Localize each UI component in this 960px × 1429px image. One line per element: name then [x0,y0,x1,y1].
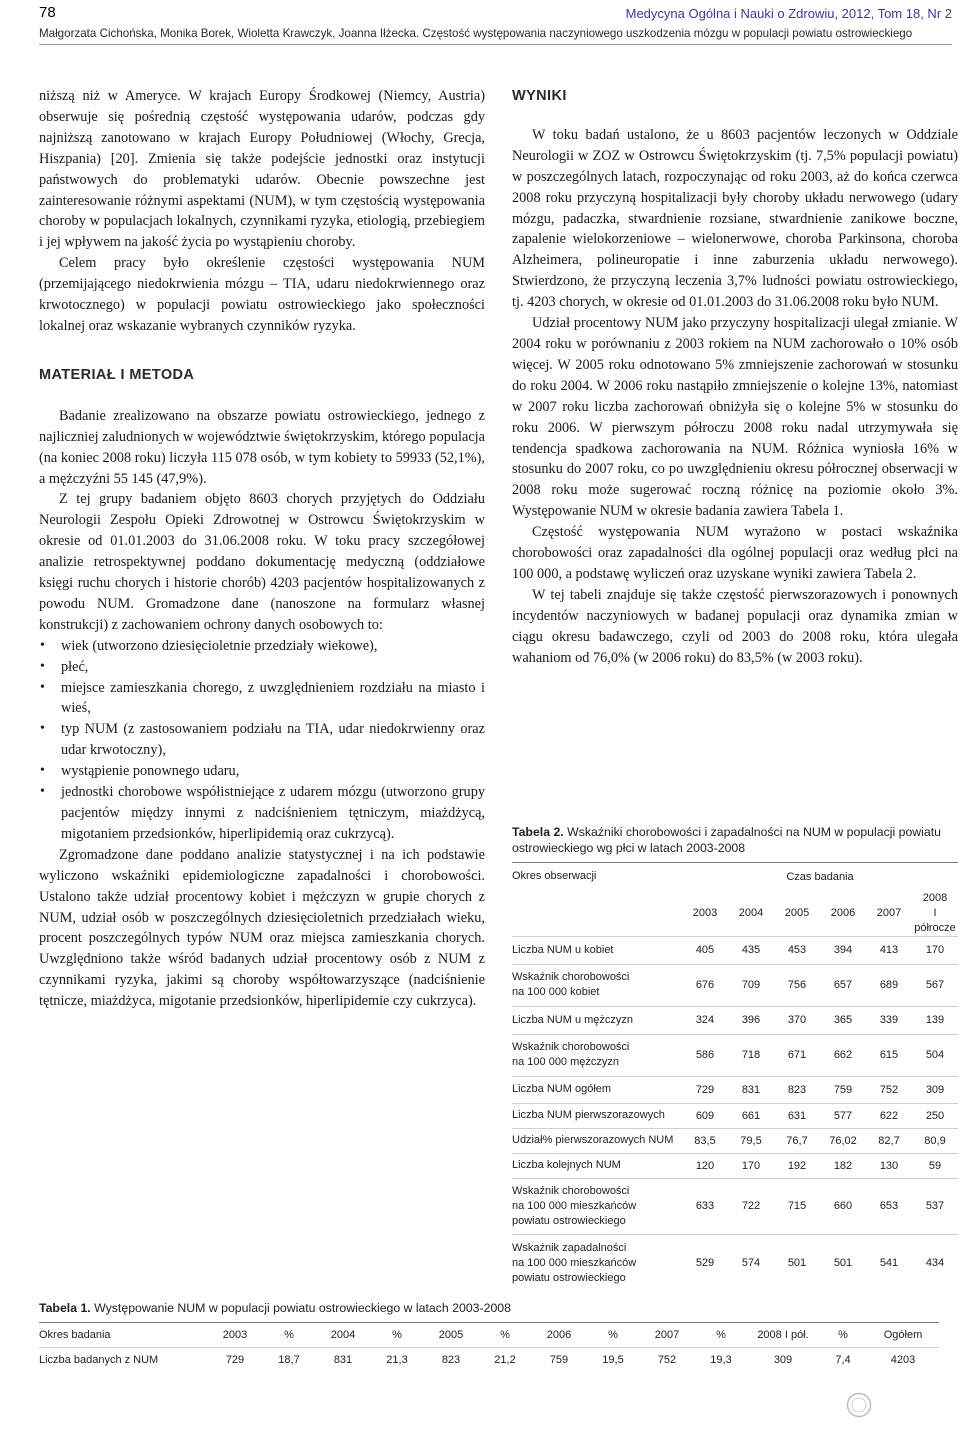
table2-year-header-2008 [912,891,958,937]
cell: 7,4 [819,1348,867,1373]
row-label-line: powiatu ostrowieckiego [512,1214,626,1227]
row-label [512,1178,682,1234]
cell: 689 [866,964,912,1006]
collected-data-list [39,636,485,845]
cell: 541 [879,1257,899,1270]
list-item: • wystąpienie ponownego udaru, [61,761,485,782]
header-rule [39,44,952,45]
table2-year-header: 2003 [682,891,728,937]
cell: 170 [728,1153,774,1178]
row-label-line: na 100 000 kobiet [512,986,600,998]
row-label: Udział% pierwszorazowych NUM [512,1128,682,1153]
intro-paragraph-1: niższą niż w Ameryce. W krajach Europy Środkowej (Niemcy, Austria) obserwuje się pośrednią częstość występowania udarów, podczas gdy najniższą zanotowano w krajach Europy Południowej (Włochy, Grecja, Hiszpania) [20]. Zmienia się także podejście jednostki oraz instytucji państwowych do problematyki udarów. Obecnie powszechne jest zainteresowanie różnymi aspektami (NUM), w tym częstością występowania choroby w populacjach lokalnych, czynnikami ryzyka, etiologią, przebiegiem i jej wpływem na jakość życia po wystąpieniu choroby. [39,88,485,251]
cell: 709 [728,964,774,1006]
table2-caption-text: Wskaźniki chorobowości i zapadalności na NUM w populacji powiatu ostrowieckiego wg płci w latach 2003-2008 [512,825,942,855]
cell: 435 [728,936,774,964]
cell: 192 [774,1153,820,1178]
year-2008: 2008 [922,891,948,904]
cell: 633 [682,1178,728,1234]
header-cell: 2004 [315,1323,371,1348]
table-row [512,1128,958,1153]
cell: 752 [639,1348,695,1373]
results-paragraph-4: W tej tabeli znajduje się także częstość pierwszorazowych i ponownych incydentów naczyniowych w badanej populacji oraz dynamika zmian w ciągu okresu badawczego, czyli od 2003 do 2008 roku, która ulegała wahaniom od 76,0% (w 2006 roku) do 83,5% (w 2003 roku). [512,586,958,666]
cell: 622 [866,1103,912,1128]
table2-header-group: Czas badania [682,863,958,891]
cell: 671 [774,1034,820,1076]
cell: 529 [695,1257,715,1270]
methods-paragraph-3: Zgromadzone dane poddano analizie statystycznej i na ich podstawie wyliczono wskaźniki epidemiologiczne zapadalności i chorobowości. Ustalono także udział procentowy kobiet i mężczyzn w grupie chorych z NUM, udział osób w poszczególnych dziesięcioletnich przedziałach wieku, procent poszczególnych typów NUM oraz miejsca zamieszkania chorych. Uwzględniono także wśród badanych udział procentowy osób z NUM z czynnikami ryzyka, jakimi są choroby współtowarzyszące (nadciśnienie tętnicze, miażdżyca, migotanie przedsionków, hiperlipidemie czy cukrzyca). [39,846,485,1010]
cell: 759 [820,1076,866,1103]
table2-header-blank [512,891,682,937]
cell: 309 [747,1348,819,1373]
cell: 339 [866,1006,912,1034]
table1-caption-text: Występowanie NUM w populacji powiatu ostrowieckiego w latach 2003-2008 [94,1301,511,1315]
header-cell: 2006 [531,1323,587,1348]
table2-label: Tabela 2. [512,825,564,839]
header-cell: 2007 [639,1323,695,1348]
cell: 756 [774,964,820,1006]
cc-license-icon [846,1392,872,1418]
year-2008-half: I półrocze [914,906,956,934]
header-cell: % [263,1323,315,1348]
table2 [512,862,958,1292]
header-cell: % [587,1323,639,1348]
header-cell: % [695,1323,747,1348]
results-paragraph-1: W toku badań ustalono, że u 8603 pacjentów leczonych w Oddziale Neurologii w ZOZ w Ostrowcu Świętokrzyskim (tj. 7,5% populacji powiatu) w poszczególnych latach, rozpoczynając od roku 2003, aż do końca czerwca 2008 roku przyczyną hospitalizacji były choroby układu nerwowego (udary mózgu, padaczka, stwardnienie rozsiane, stwardnienie zanikowe boczne, zapalenie wielokorzeniowe – wielonerwowe, choroba Parkinsona, choroba Alzheimera, polineuropatie i inne zaburzenia układu nerwowego). Stwierdzono, że przyczyną leczenia 3,7% ludności powiatu ostrowieckiego, tj. 4203 chorych, w okresie od 01.01.2003 do 31.06.2008 roku było NUM. [512,126,958,311]
header-cell: Ogółem [867,1323,939,1348]
cell: 21,3 [371,1348,423,1373]
header-cell: % [479,1323,531,1348]
table-row [512,1234,958,1292]
results-heading: WYNIKI [512,88,567,104]
cell: 653 [866,1178,912,1234]
cell: 83,5 [682,1128,728,1153]
cell: 130 [866,1153,912,1178]
cell: 722 [728,1178,774,1234]
intro-paragraph-2: Celem pracy było określenie częstości występowania NUM (przemijającego niedokrwienia mózgu – TIA, udaru niedokrwiennego oraz krwotocznego) w populacji powiatu ostrowieckiego jako społeczności lokalnej oraz wskazanie wybranych czynników ryzyka. [39,255,485,334]
cell: 729 [682,1076,728,1103]
row-label [512,1034,682,1076]
table-row [512,936,958,964]
cell: 250 [912,1103,958,1128]
row-label: Liczba kolejnych NUM [512,1153,682,1178]
cell: 823 [774,1076,820,1103]
page-number: 78 [39,4,56,21]
cell: 537 [912,1178,958,1234]
cell: 729 [207,1348,263,1373]
cell: 19,5 [587,1348,639,1373]
cell: 120 [682,1153,728,1178]
table1-label: Tabela 1. [39,1301,91,1315]
cell: 660 [820,1178,866,1234]
table-row [512,964,958,1006]
running-header-authors: Małgorzata Cichońska, Monika Borek, Wioletta Krawczyk, Joanna Iłżecka. Częstość występowania naczyniowego uszkodzenia mózgu w populacji powiatu ostrowieckiego [39,27,913,40]
list-item: • wiek (utworzono dziesięcioletnie przedziały wiekowe), [61,636,485,657]
cell: 76,7 [774,1128,820,1153]
row-label-line: Wskaźnik chorobowości [512,1041,630,1053]
table-row [512,1178,958,1234]
cell: 831 [315,1348,371,1373]
cell: 662 [820,1034,866,1076]
row-label-line: Wskaźnik zapadalności [512,1241,627,1254]
table2-year-header: 2006 [820,891,866,937]
journal-title: Medycyna Ogólna i Nauki o Zdrowiu, 2012, Tom 18, Nr 2 [625,6,952,21]
results-paragraph-3: Częstość występowania NUM wyrażono w postaci wskaźnika chorobowości oraz zapadalności dla ogólnej populacji oraz według płci na 100 000, a podstawę wyliczeń oraz uzyskane wyniki zawiera Tabela 2. [512,524,958,582]
cell: 405 [682,936,728,964]
cell: 615 [866,1034,912,1076]
cell: 501 [833,1257,853,1270]
table1-caption [39,1300,939,1316]
table-row [512,1006,958,1034]
row-label-line: na 100 000 mieszkańców [512,1256,637,1269]
cell: 324 [682,1006,728,1034]
table1 [39,1322,939,1372]
cell: 18,7 [263,1348,315,1373]
row-label [512,1234,682,1292]
cell: 657 [820,964,866,1006]
row-label: Liczba NUM u mężczyzn [512,1006,682,1034]
header-cell: % [819,1323,867,1348]
left-column [39,86,485,1012]
row-label: Liczba NUM pierwszorazowych [512,1103,682,1128]
cell: 504 [912,1034,958,1076]
row-label-line: powiatu ostrowieckiego [512,1271,626,1284]
table2-caption [512,824,958,856]
header-cell: 2005 [423,1323,479,1348]
cell: 19,3 [695,1348,747,1373]
table1-header-row [39,1323,939,1348]
cell: 718 [728,1034,774,1076]
right-column [512,86,958,668]
methods-paragraph-1: Badanie zrealizowano na obszarze powiatu ostrowieckiego, jednego z najliczniej zaludnionych w województwie świętokrzyskim, którego populacja (na koniec 2008 roku) liczyła 115 078 osób, w tym kobiety to 59933 (52,1%), a mężczyźni 55 145 (47,9%). [39,407,485,487]
cell: 370 [774,1006,820,1034]
cell: 609 [682,1103,728,1128]
table2-header-period: Okres obserwacji [512,863,682,891]
cell: 59 [912,1153,958,1178]
list-item: • typ NUM (z zastosowaniem podziału na TIA, udar niedokrwienny oraz udar krwotoczny), [61,719,485,761]
cell: 309 [912,1076,958,1103]
row-label: Liczba NUM ogółem [512,1076,682,1103]
cell: 434 [925,1257,945,1270]
cell: 365 [820,1006,866,1034]
table-row [512,1103,958,1128]
list-item: • jednostki chorobowe współistniejące z udarem mózgu (utworzono grupy pacjentów między innymi z nadciśnieniem tętniczym, miażdżycą, migotaniem przedsionków, hiperlipidemią oraz cukrzycą). [61,782,485,845]
row-label-line: na 100 000 mieszkańców [512,1199,637,1212]
cell: 586 [682,1034,728,1076]
cell: 631 [774,1103,820,1128]
table-row [512,1034,958,1076]
row-label-line: Wskaźnik chorobowości [512,1184,630,1197]
header-cell: 2003 [207,1323,263,1348]
cell: 21,2 [479,1348,531,1373]
header-cell: Okres badania [39,1323,207,1348]
cell: 823 [423,1348,479,1373]
cell: 82,7 [866,1128,912,1153]
row-label-line: Wskaźnik chorobowości [512,971,630,983]
table-row [512,1076,958,1103]
cell: 76,02 [820,1128,866,1153]
list-item: • miejsce zamieszkania chorego, z uwzględnieniem rozdziału na miasto i wieś, [61,678,485,720]
table2-year-header: 2004 [728,891,774,937]
cell: 501 [787,1257,807,1270]
header-cell: 2008 I pół. [747,1323,819,1348]
cell: 752 [866,1076,912,1103]
table2-year-header: 2007 [866,891,912,937]
row-label [512,964,682,1006]
table-row [39,1348,939,1373]
cell: 574 [741,1257,761,1270]
cell: 4203 [867,1348,939,1373]
cell: 182 [820,1153,866,1178]
cell: 79,5 [728,1128,774,1153]
table-row [512,1153,958,1178]
cell: 661 [728,1103,774,1128]
cell: 577 [820,1103,866,1128]
cell: 394 [820,936,866,964]
row-label-line: na 100 000 mężczyzn [512,1056,620,1068]
cell: 413 [866,936,912,964]
methods-paragraph-2: Z tej grupy badaniem objęto 8603 chorych przyjętych do Oddziału Neurologii Zespołu Opieki Zdrowotnej w Ostrowcu Świętokrzyskim w okresie od 01.01.2003 do 31.06.2008 roku. W toku pracy szczegółowej analizie retrospektywnej poddano dokumentację medyczną (oddziałowe księgi ruchu chorych i historie chorób) 4203 pacjentów hospitalizowanych z powodu NUM. Gromadzone dane (nanoszone na formularz własnej konstrukcji) z zachowaniem ochrony danych osobowych to: [39,491,485,633]
cell: 396 [728,1006,774,1034]
cell: 759 [531,1348,587,1373]
cell: 453 [774,936,820,964]
row-label: Liczba badanych z NUM [39,1348,207,1373]
header-cell: % [371,1323,423,1348]
cell: 831 [728,1076,774,1103]
list-item: • płeć, [61,657,485,678]
table2-year-header: 2005 [774,891,820,937]
cell: 567 [912,964,958,1006]
methods-heading: MATERIAŁ I METODA [39,366,195,383]
cell: 715 [774,1178,820,1234]
cell: 170 [912,936,958,964]
cell: 139 [912,1006,958,1034]
cell: 676 [682,964,728,1006]
results-paragraph-2: Udział procentowy NUM jako przyczyny hospitalizacji ulegał zmianie. W 2004 roku w porównaniu z 2003 rokiem na NUM zachorowało o 10% osób więcej. W 2005 roku odnotowano 5% zmniejszenie zachorowań w stosunku do roku 2004. W 2006 roku nastąpiło zmniejszenie o kolejne 13%, natomiast w 2007 roku liczba zachorowań obniżyła się o kolejne 5% w stosunku do roku 2006. W pierwszym półroczu 2008 roku nadal utrzymywała się tendencja spadkowa zachorowania na NUM. Różnica wyniosła 16% w stosunku do 2007 roku, co po uwzględnieniu okresu półrocznej obserwacji w 2008 roku może sugerować roczną różnicę na poziomie około 3%. Występowanie NUM w okresie badania zawiera Tabela 1. [512,315,958,520]
row-label: Liczba NUM u kobiet [512,936,682,964]
cell: 80,9 [912,1128,958,1153]
